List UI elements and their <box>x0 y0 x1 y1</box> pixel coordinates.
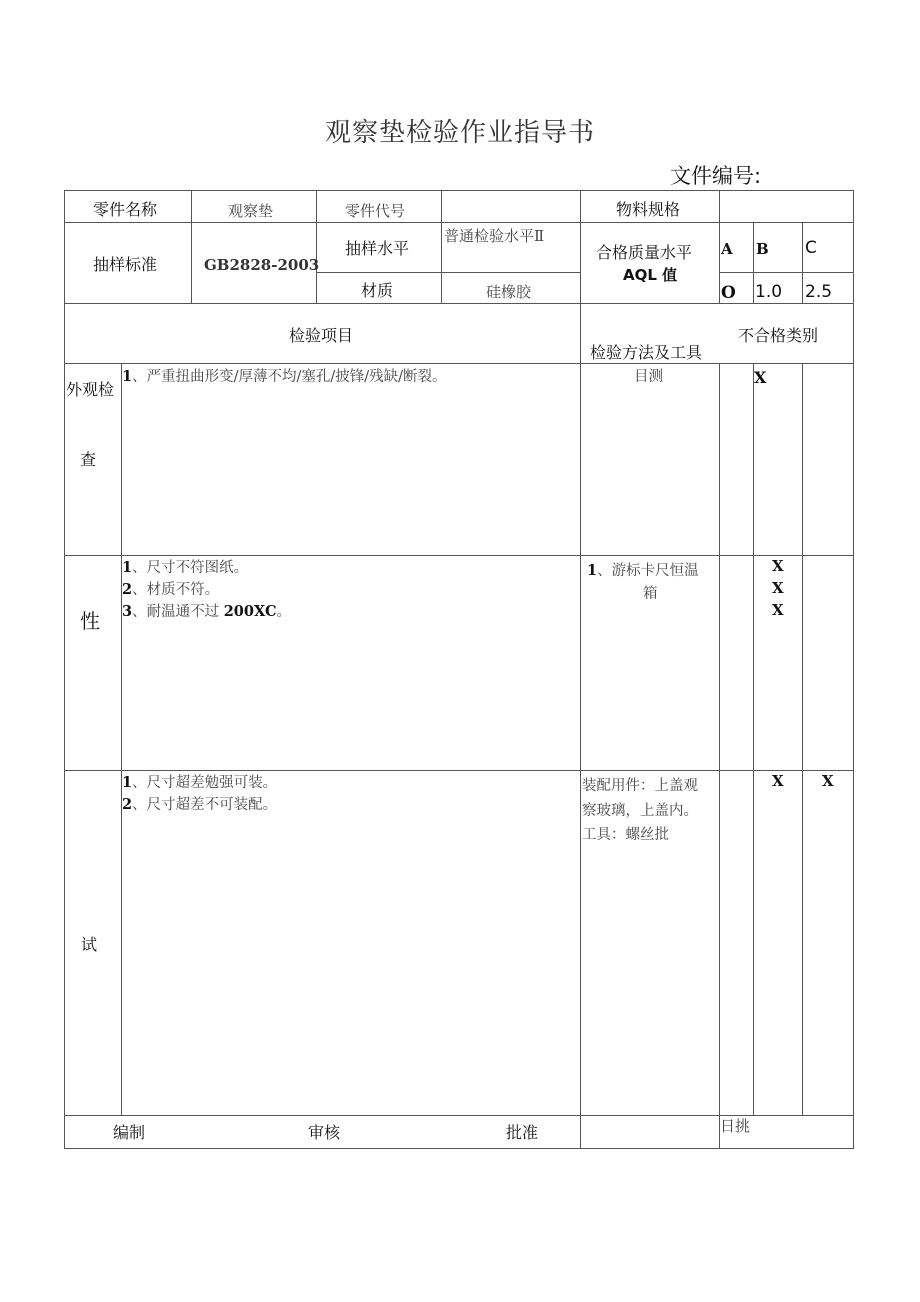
performance-method-line-1 <box>587 560 699 582</box>
class-a-header: A <box>721 240 733 258</box>
part-name-value: 观察垫 <box>228 202 274 220</box>
method-text: 、游标卡尺恒温 <box>597 563 699 579</box>
performance-mark-b-3: X <box>772 601 784 619</box>
appearance-item-1 <box>122 366 447 388</box>
performance-method-line-2: 箱 <box>643 586 658 602</box>
material-value: 硅橡胶 <box>486 283 532 301</box>
date-label: 日挑 <box>720 1117 751 1135</box>
item-number: 1 <box>122 559 133 576</box>
part-code-label: 零件代号 <box>345 202 406 220</box>
item-text: 、耐温通不过 <box>132 604 224 620</box>
item-number: 2 <box>122 796 133 813</box>
aql-label-line2: AQL 值 <box>623 266 678 284</box>
test-mark-b: X <box>772 772 784 790</box>
appearance-mark-b: X <box>754 368 767 387</box>
section-test-label: 试 <box>81 935 98 954</box>
document-number-label: 文件编号: <box>670 164 762 188</box>
section-appearance-label-1: 外观检 <box>66 380 115 399</box>
performance-item-2 <box>122 579 219 601</box>
section-appearance-label-2: 查 <box>80 450 97 469</box>
item-text: 、尺寸不符图纸。 <box>132 560 249 576</box>
test-method-line-2: 察玻璃，上盖内。 <box>582 803 698 819</box>
performance-item-3 <box>122 601 291 623</box>
aql-value-c: 2.5 <box>805 282 833 302</box>
item-number: 1 <box>122 368 133 385</box>
performance-mark-b-1: X <box>772 557 784 575</box>
method-number: 1 <box>587 562 598 579</box>
aql-value-a: O <box>721 283 736 303</box>
performance-item-1 <box>122 557 248 579</box>
test-item-2 <box>122 794 277 816</box>
appearance-method: 目测 <box>634 369 663 385</box>
item-number: 2 <box>122 581 133 598</box>
class-b-header: B <box>756 240 769 258</box>
sampling-standard-label: 抽样标准 <box>93 255 158 274</box>
item-text: 、尺寸超差不可装配。 <box>132 797 278 813</box>
material-label: 材质 <box>361 281 394 300</box>
aql-value-b: 1.0 <box>755 282 783 302</box>
document-title: 观察垫检验作业指导书 <box>324 118 595 148</box>
part-name-label: 零件名称 <box>93 200 158 219</box>
sampling-level-label: 抽样水平 <box>345 239 410 258</box>
reviewed-by-label: 审核 <box>308 1123 341 1142</box>
item-number: 3 <box>122 603 133 620</box>
item-text: 、严重扭曲形变/厚薄不均/塞孔/披锋/残缺/断裂。 <box>132 369 447 385</box>
prepared-by-label: 编制 <box>113 1123 146 1142</box>
section-performance-label: 性 <box>80 609 100 633</box>
item-text: 、尺寸超差勉强可装。 <box>132 775 278 791</box>
item-tail: 。 <box>276 604 292 620</box>
item-text: 、材质不符。 <box>132 582 220 598</box>
item-temperature: 200XC <box>223 603 277 620</box>
test-method-line-3: 工具：螺丝批 <box>582 827 669 843</box>
defect-class-header: 不合格类别 <box>738 326 819 345</box>
aql-label-line1: 合格质量水平 <box>596 243 693 262</box>
inspection-method-header: 检验方法及工具 <box>590 343 703 362</box>
test-item-1 <box>122 772 277 794</box>
test-mark-c: X <box>822 772 834 790</box>
approved-by-label: 批准 <box>506 1123 539 1142</box>
performance-mark-b-2: X <box>772 579 784 597</box>
sampling-level-value: 普通检验水平Ⅱ <box>444 227 545 245</box>
sampling-standard-value: GB2828-2003 <box>204 256 320 274</box>
inspection-item-header: 检验项目 <box>289 326 354 345</box>
class-c-header: C <box>805 238 817 258</box>
item-number: 1 <box>122 774 133 791</box>
test-method-line-1: 装配用件：上盖观 <box>582 778 698 794</box>
material-spec-label: 物料规格 <box>616 200 681 219</box>
